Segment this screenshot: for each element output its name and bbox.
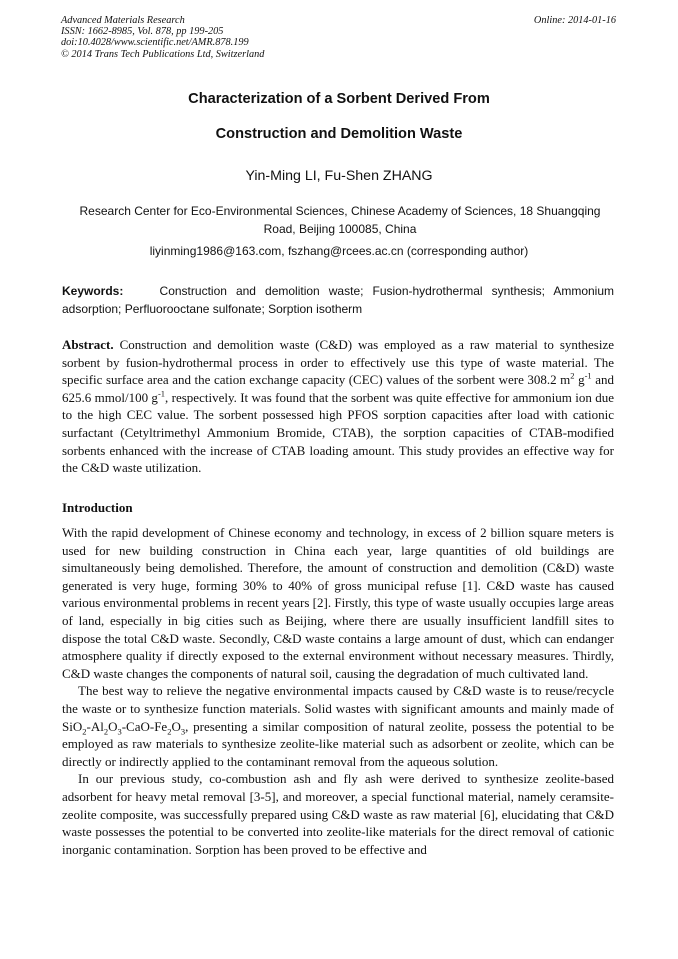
abstract: [62, 336, 614, 477]
introduction-body: [62, 524, 614, 858]
p2-text-e: O: [171, 718, 181, 734]
abstract-text-4: , respectively. It was found that the sorbent was quite effective for ammonium ion due to the high CEC value. The sorbent possessed high PFOS sorption capacities after load with cationic surfactant (Cetyltrimethyl Ammonium Bromide, CTAB), the sorption capacities of CTAB-modified sorbents enhanced with the increase of CTAB loading amount. This study provides an effective way for the C&D waste utilization.: [62, 389, 614, 476]
p2-text-f: , presenting a similar composition of natural zeolite, possess the potential to be employed as raw materials to synthesize zeolite-like material such as adsorbent or zeolite, which can be directly or indirectly applied to the contaminant removal from the aqueous solution.: [62, 718, 614, 769]
paragraph-2: [62, 682, 614, 770]
abstract-text-3: and 625.6 mmol/100 g: [62, 372, 615, 405]
copyright-line: © 2014 Trans Tech Publications Ltd, Switzerland: [61, 48, 265, 60]
paper-title-line-2: Construction and Demolition Waste: [215, 126, 463, 142]
email-line: liyinming1986@163.com, fszhang@rcees.ac.cn (corresponding author): [149, 244, 529, 258]
paragraph-3: In our previous study, co-combustion ash and fly ash were derived to synthesize zeolite-based adsorbent for heavy metal removal [3-5], and moreover, a special functional material, namely ceramsite-zeolite composite, was successfully prepared using C&D waste as raw material [6], elucidating that C&D waste possesses the potential to be converted into zeolite-like materials for the direct removal of cationic inorganic contamination. Sorption has been proved to be effective and: [62, 771, 614, 857]
keywords-label: Keywords:: [62, 284, 124, 298]
p2-sub-1: 2: [82, 726, 87, 737]
paper-title-line-1: Characterization of a Sorbent Derived From: [188, 91, 490, 107]
abstract-sup-3: -1: [157, 388, 166, 399]
abstract-sup-2: -1: [584, 370, 592, 381]
keywords-text: Construction and demolition waste; Fusion-hydrothermal synthesis; Ammonium adsorption; Perfluorooctane sulfonate; Sorption isotherm: [62, 284, 614, 316]
issn-line: ISSN: 1662-8985, Vol. 878, pp 199-205: [61, 26, 224, 38]
online-date: Online: 2014-01-16: [533, 15, 616, 26]
journal-header: [61, 15, 264, 60]
keywords: [62, 282, 614, 318]
journal-name: Advanced Materials Research: [61, 15, 185, 26]
p2-text-d: -CaO-Fe: [121, 718, 168, 734]
p2-text-a: The best way to relieve the negative environmental impacts caused by C&D waste is to reuse/recycle the waste or to synthesize function materials. Solid wastes with significant amounts and mainly made of SiO: [62, 683, 614, 734]
p2-sub-2: 2: [103, 726, 109, 737]
authors: Yin-Ming LI, Fu-Shen ZHANG: [245, 168, 433, 184]
abstract-sup-1: 2: [570, 370, 575, 381]
paragraph-1: With the rapid development of Chinese economy and technology, in excess of 2 billion square meters is used for new building construction in China each year, large quantities of old buildings are simultaneously being demolished. Therefore, the amount of construction and demolition (C&D) waste generated is very huge, forming 30% to 40% of gross municipal refuse [1]. C&D waste has caused various environmental problems in recent years [2]. Firstly, this type of waste usually occupies large areas of land, especially in big cities such as Beijing, where there are usually insufficient landfill sites to dispose the total C&D waste. Secondly, C&D waste contains a large amount of dust, which can endanger atmosphere quality if directly exposed to the external environment without necessary measures. Thirdly, C&D waste changes the components of natural soil, causing the degradation of much cultivated land.: [62, 525, 614, 681]
p2-text-c: O: [108, 718, 118, 734]
p2-text-b: -Al: [86, 718, 104, 734]
p2-sub-4: 2: [167, 726, 172, 737]
affiliation: Research Center for Eco-Environmental Sciences, Chinese Academy of Sciences, 18 Shuangqing Road, Beijing 100085, China: [79, 204, 601, 236]
p2-sub-3: 3: [117, 726, 122, 737]
abstract-label: Abstract.: [62, 337, 114, 352]
doi-line: doi:10.4028/www.scientific.net/AMR.878.199: [61, 37, 249, 49]
abstract-text-1: Construction and demolition waste (C&D) was employed as a raw material to synthesize sorbent by fusion-hydrothermal process in order to effectively use this type of waste material. The specific surface area and the cation exchange capacity (CEC) values of the sorbent were 308.2 m: [62, 337, 615, 388]
abstract-text-2: g: [578, 372, 585, 388]
p2-sub-5: 3: [180, 726, 186, 737]
section-heading-introduction: Introduction: [62, 500, 133, 515]
